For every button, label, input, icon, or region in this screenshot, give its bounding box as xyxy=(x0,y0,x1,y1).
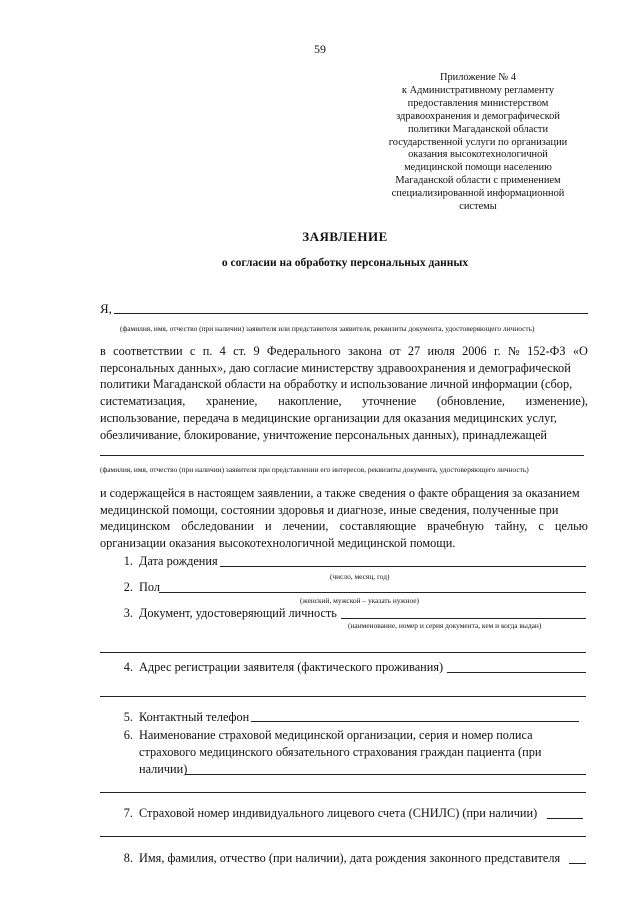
phone-input-line[interactable] xyxy=(251,721,579,722)
contained-paragraph xyxy=(100,485,588,552)
item-number: 1. xyxy=(123,554,133,568)
word: систематизация, xyxy=(100,394,186,409)
consent-line-1 xyxy=(100,343,588,360)
contained-line-1: и содержащейся в настоящем заявлении, а также сведения о факте обращения за оказанием xyxy=(100,486,580,500)
field-insurer xyxy=(113,728,533,743)
phone-label: Контактный телефон xyxy=(139,710,250,724)
appendix-line: здравоохранения и демографической xyxy=(396,110,560,122)
word: № xyxy=(508,344,520,358)
snils-input-line[interactable] xyxy=(547,818,583,819)
word: целью xyxy=(554,519,588,534)
address-label: Адрес регистрации заявителя (фактического проживания) xyxy=(139,660,444,674)
word: с xyxy=(189,344,196,358)
representative-label: Имя, фамилия, отчество (при наличии), дата рождения законного представителя xyxy=(139,851,561,865)
word: медицинском xyxy=(100,519,171,534)
item-number: 7. xyxy=(123,806,133,820)
appendix-line: специализированной информационной xyxy=(391,188,565,200)
field-sex xyxy=(113,580,160,595)
contained-line-3 xyxy=(100,518,588,535)
sex-input-line[interactable] xyxy=(159,592,586,593)
insurer-extra-line[interactable] xyxy=(100,792,586,793)
sex-hint: (женский, мужской – указать нужное) xyxy=(300,596,420,605)
word: «О xyxy=(572,344,588,358)
consent-line-3: политики Магаданской области на обработку и использование личной информации (сбор, xyxy=(100,377,573,392)
word: п. xyxy=(202,344,213,358)
word: 4 xyxy=(219,344,226,358)
word: врачебную xyxy=(427,519,484,534)
word: закона xyxy=(348,344,382,358)
consent-line-4 xyxy=(100,393,588,410)
field-snils xyxy=(113,806,537,821)
word: составляющие xyxy=(339,519,417,534)
appendix-line: государственной услуги по организации xyxy=(388,136,568,148)
field-birth-date xyxy=(113,554,218,569)
document-title: ЗАЯВЛЕНИЕ xyxy=(302,229,388,244)
page-number: 59 xyxy=(314,42,326,56)
applicant-fill-line[interactable] xyxy=(114,313,588,314)
address-extra-line[interactable] xyxy=(100,696,586,697)
item-number: 8. xyxy=(123,851,133,865)
word: Федерального xyxy=(266,344,341,358)
consent-line-2: персональных данных», даю согласие министерству здравоохранения и демографической xyxy=(100,360,571,375)
field-address xyxy=(113,660,443,675)
word: июля xyxy=(427,344,455,358)
item-number: 4. xyxy=(123,660,133,674)
birth-date-label: Дата рождения xyxy=(139,554,218,568)
appendix-line: политики Магаданской области xyxy=(407,123,549,135)
word: 152-ФЗ xyxy=(527,344,566,358)
word: уточнение xyxy=(362,394,417,409)
representative-input-line[interactable] xyxy=(569,863,586,864)
appendix-heading xyxy=(378,72,578,214)
word: 27 xyxy=(407,344,421,358)
consent-line-6: обезличивание, блокирование, уничтожение персональных данных), принадлежащей xyxy=(100,427,547,442)
id-document-label: Документ, удостоверяющий личность xyxy=(139,606,337,620)
consent-paragraph xyxy=(100,343,588,443)
address-input-line[interactable] xyxy=(447,672,586,673)
word: от xyxy=(389,344,401,358)
consent-line-5: использование, передача в медицинские организации для оказания медицинских услуг, xyxy=(100,410,557,425)
word: 2006 xyxy=(462,344,487,358)
word: (обновление, xyxy=(436,394,506,409)
word: изменение), xyxy=(525,394,588,409)
word: хранение, xyxy=(205,394,258,409)
item-number: 2. xyxy=(123,580,133,594)
word: с xyxy=(538,519,544,534)
field-phone xyxy=(113,710,249,725)
insurer-line-3: наличии) xyxy=(139,762,188,776)
snils-label: Страховой номер индивидуального лицевого счета (СНИЛС) (при наличии) xyxy=(139,806,538,820)
word: и xyxy=(264,519,272,534)
word: 9 xyxy=(253,344,260,358)
contained-line-2: медицинской помощи, состоянии здоровья и диагнозе, иные сведения, полученные при xyxy=(100,502,559,517)
word: накопление, xyxy=(278,394,342,409)
id-document-hint: (наименование, номер и серия документа, кем и когда выдан) xyxy=(348,621,542,630)
item-number: 6. xyxy=(123,728,133,742)
appendix-line: системы xyxy=(459,201,497,213)
word: ст. xyxy=(233,344,247,358)
appendix-line: Приложение № 4 xyxy=(439,72,517,83)
item-number: 3. xyxy=(123,606,133,620)
snils-extra-line[interactable] xyxy=(100,836,586,837)
appendix-line: к Административному регламенту xyxy=(401,84,555,96)
birth-date-input-line[interactable] xyxy=(220,566,586,567)
word: тайну, xyxy=(495,519,528,534)
appendix-line: медицинской помощи населению xyxy=(404,162,552,174)
applicant-prefix: Я, xyxy=(100,301,112,316)
word: г. xyxy=(493,344,501,358)
applicant-hint: (фамилия, имя, отчество (при наличии) заявителя или представителя заявителя, реквизиты документа, удостоверяющего личность) xyxy=(120,324,535,333)
insurer-input-line[interactable] xyxy=(185,774,586,775)
word: соответствии xyxy=(113,344,183,358)
id-document-input-line[interactable] xyxy=(341,618,586,619)
field-representative xyxy=(113,851,560,866)
document-subtitle: о согласии на обработку персональных данных xyxy=(221,257,469,269)
insurer-line-1: Наименование страховой медицинской организации, серия и номер полиса xyxy=(139,728,533,742)
appendix-line: предоставления министерством xyxy=(407,97,549,109)
id-document-extra-line[interactable] xyxy=(100,652,586,653)
appendix-line: Магаданской области с применением xyxy=(395,175,561,187)
word: в xyxy=(100,344,106,358)
appendix-line: оказания высокотехнологичной xyxy=(408,149,548,161)
item-number: 5. xyxy=(123,710,133,724)
owner-hint: (фамилия, имя, отчество (при наличии) заявителя при представлении его интересов, реквизиты документа, удостоверяющего личность) xyxy=(100,465,529,474)
owner-fill-line[interactable] xyxy=(100,455,584,456)
contained-line-4: организации оказания высокотехнологичной медицинской помощи. xyxy=(100,536,456,551)
sex-label: Пол xyxy=(139,580,161,594)
birth-date-hint: (число, месяц, год) xyxy=(330,572,390,581)
word: лечении, xyxy=(282,519,329,534)
field-id-document xyxy=(113,606,337,621)
insurer-line-2: страхового медицинского обязательного страхования граждан пациента (при xyxy=(139,745,542,759)
word: обследовании xyxy=(181,519,254,534)
